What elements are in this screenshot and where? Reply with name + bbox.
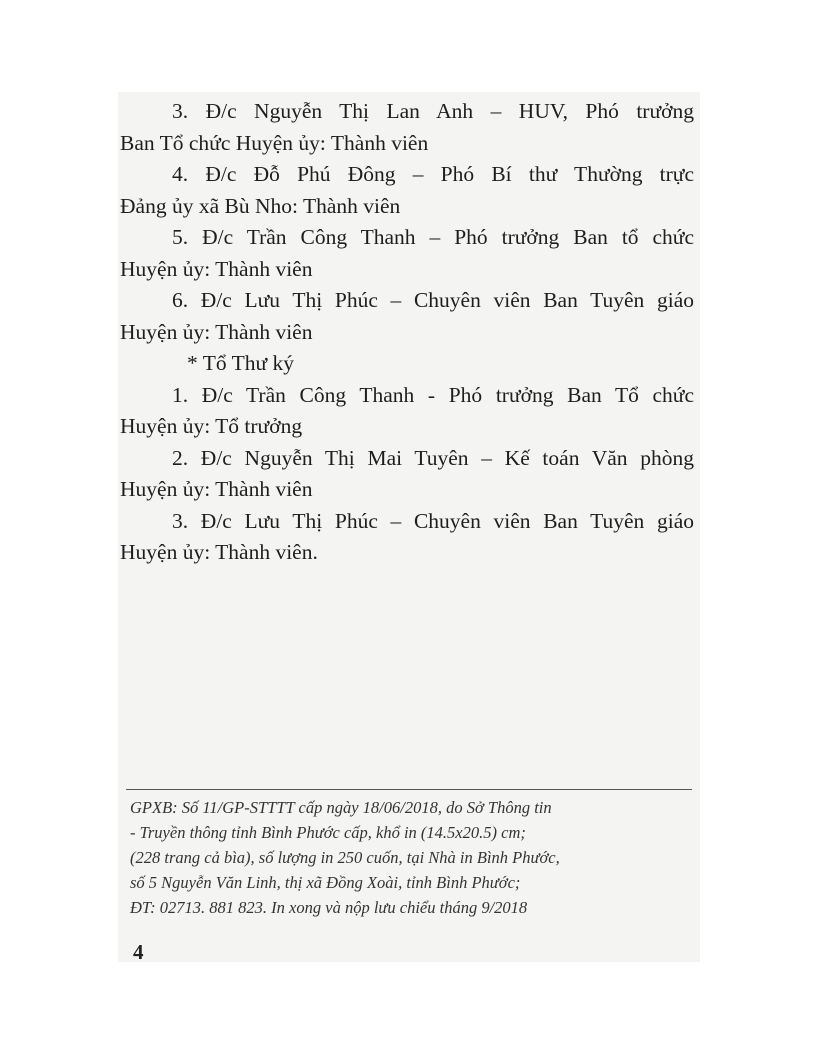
- imprint-line: số 5 Nguyễn Văn Linh, thị xã Đồng Xoài, tỉnh Bình Phước;: [130, 873, 521, 892]
- list-item: 4. Đ/c Đỗ Phú Đông – Phó Bí thư Thường trực: [172, 162, 694, 186]
- list-item: 2. Đ/c Nguyễn Thị Mai Tuyên – Kế toán Văn phòng: [172, 445, 694, 470]
- list-item-continuation: Huyện ủy: Thành viên: [120, 256, 313, 281]
- list-item: 3. Đ/c Lưu Thị Phúc – Chuyên viên Ban Tuyên giáo: [172, 508, 694, 533]
- imprint-line: - Truyền thông tỉnh Bình Phước cấp, khổ in (14.5x20.5) cm;: [130, 823, 526, 842]
- list-item: 5. Đ/c Trần Công Thanh – Phó trưởng Ban tổ chức: [172, 225, 694, 249]
- list-item-continuation: Huyện ủy: Thành viên.: [120, 540, 318, 564]
- list-item-continuation: Huyện ủy: Thành viên: [120, 319, 313, 344]
- list-item: 3. Đ/c Nguyễn Thị Lan Anh – HUV, Phó trưởng: [172, 99, 694, 123]
- list-item-continuation: Huyện ủy: Thành viên: [120, 477, 313, 501]
- committee-list: [120, 96, 694, 569]
- list-item-continuation: Đảng ủy xã Bù Nho: Thành viên: [120, 193, 401, 218]
- list-item: 1. Đ/c Trần Công Thanh - Phó trưởng Ban Tổ chức: [172, 382, 694, 407]
- imprint-line: GPXB: Số 11/GP-STTTT cấp ngày 18/06/2018, do Sở Thông tin: [130, 798, 552, 817]
- list-item: 6. Đ/c Lưu Thị Phúc – Chuyên viên Ban Tuyên giáo: [172, 288, 694, 312]
- list-item-continuation: Ban Tổ chức Huyện ủy: Thành viên: [120, 130, 429, 155]
- list-item-continuation: Huyện ủy: Tổ trưởng: [120, 414, 303, 438]
- imprint-line: (228 trang cả bìa), số lượng in 250 cuốn, tại Nhà in Bình Phước,: [130, 848, 560, 867]
- page-number: 4: [133, 940, 144, 964]
- imprint-line: ĐT: 02713. 881 823. In xong và nộp lưu chiểu tháng 9/2018: [130, 898, 528, 917]
- imprint-divider: [126, 789, 692, 790]
- publication-imprint: [130, 795, 696, 920]
- section-heading-secretariat: * Tổ Thư ký: [187, 351, 295, 375]
